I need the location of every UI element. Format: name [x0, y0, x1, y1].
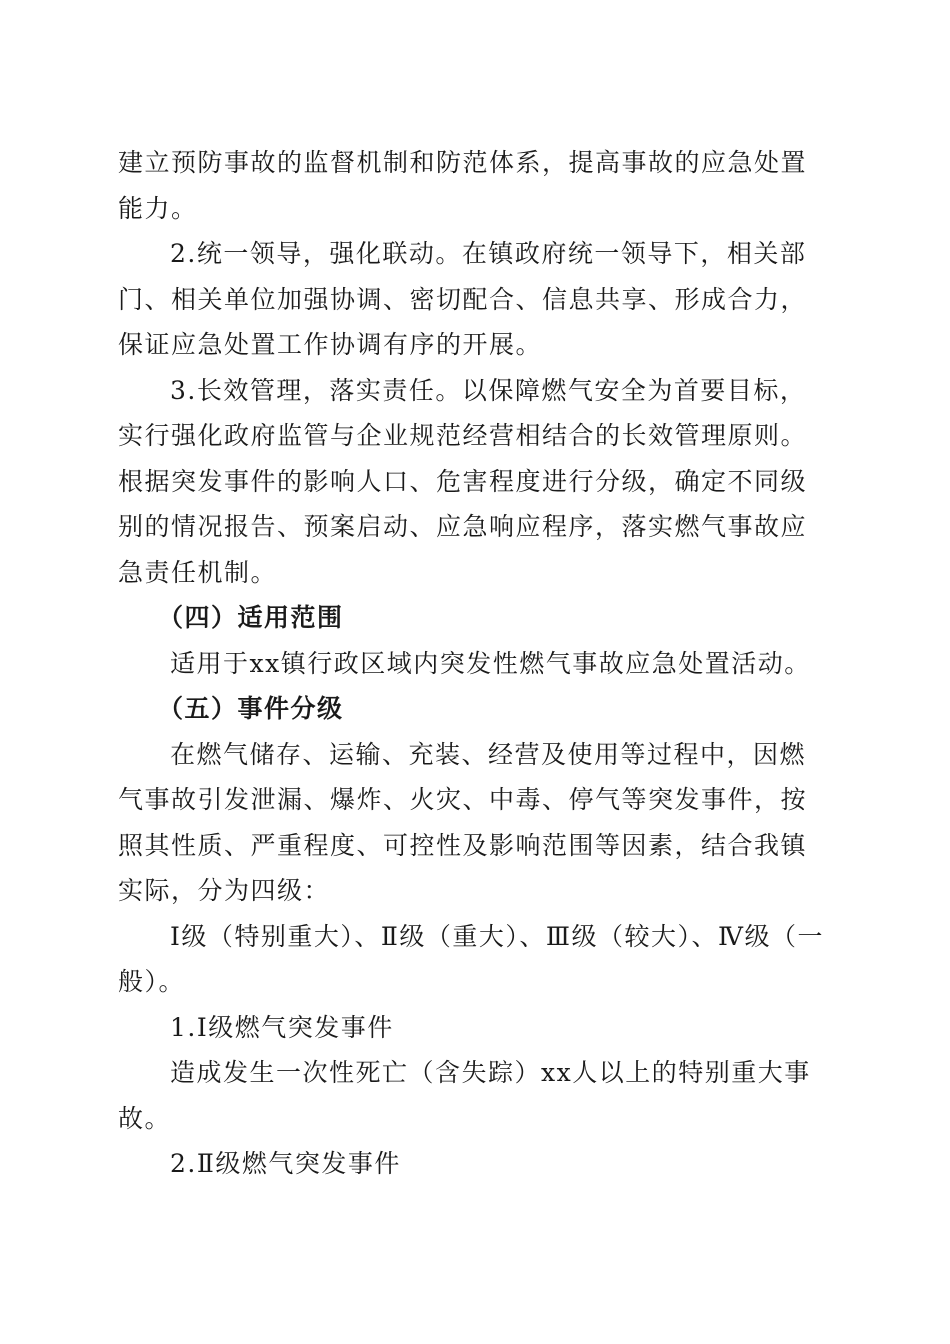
paragraph-scope: 适用于xx镇行政区域内突发性燃气事故应急处置活动。 — [170, 648, 811, 678]
paragraph-level-1-desc: 造成发生一次性死亡（含失踪）xx人以上的特别重大事故。 — [118, 1058, 811, 1133]
heading-scope: （四）适用范围 — [158, 603, 344, 632]
document-body — [118, 140, 828, 1187]
paragraph-prevention-system: 建立预防事故的监督机制和防范体系，提高事故的应急处置能力。 — [118, 148, 808, 223]
heading-event-classification: （五）事件分级 — [158, 694, 344, 723]
paragraph-level-2-title: 2.Ⅱ级燃气突发事件 — [170, 1149, 401, 1178]
paragraph-classification-intro: 在燃气储存、运输、充装、经营及使用等过程中，因燃气事故引发泄漏、爆炸、火灾、中毒、停气等突发事件，按照其性质、严重程度、可控性及影响范围等因素，结合我镇实际，分为四级： — [118, 739, 808, 905]
paragraph-unified-leadership: 2.统一领导，强化联动。在镇政府统一领导下，相关部门、相关单位加强协调、密切配合、信息共享、形成合力，保证应急处置工作协调有序的开展。 — [118, 239, 808, 359]
paragraph-long-term-management: 3.长效管理，落实责任。以保障燃气安全为首要目标，实行强化政府监管与企业规范经营相结合的长效管理原则。根据突发事件的影响人口、危害程度进行分级，确定不同级别的情况报告、预案启动、应急响应程序，落实燃气事故应急责任机制。 — [118, 375, 808, 587]
paragraph-levels: Ⅰ级（特别重大）、Ⅱ级（重大）、Ⅲ级（较大）、Ⅳ级（一般）。 — [118, 921, 824, 996]
paragraph-level-1-title: 1.Ⅰ级燃气突发事件 — [170, 1012, 394, 1042]
